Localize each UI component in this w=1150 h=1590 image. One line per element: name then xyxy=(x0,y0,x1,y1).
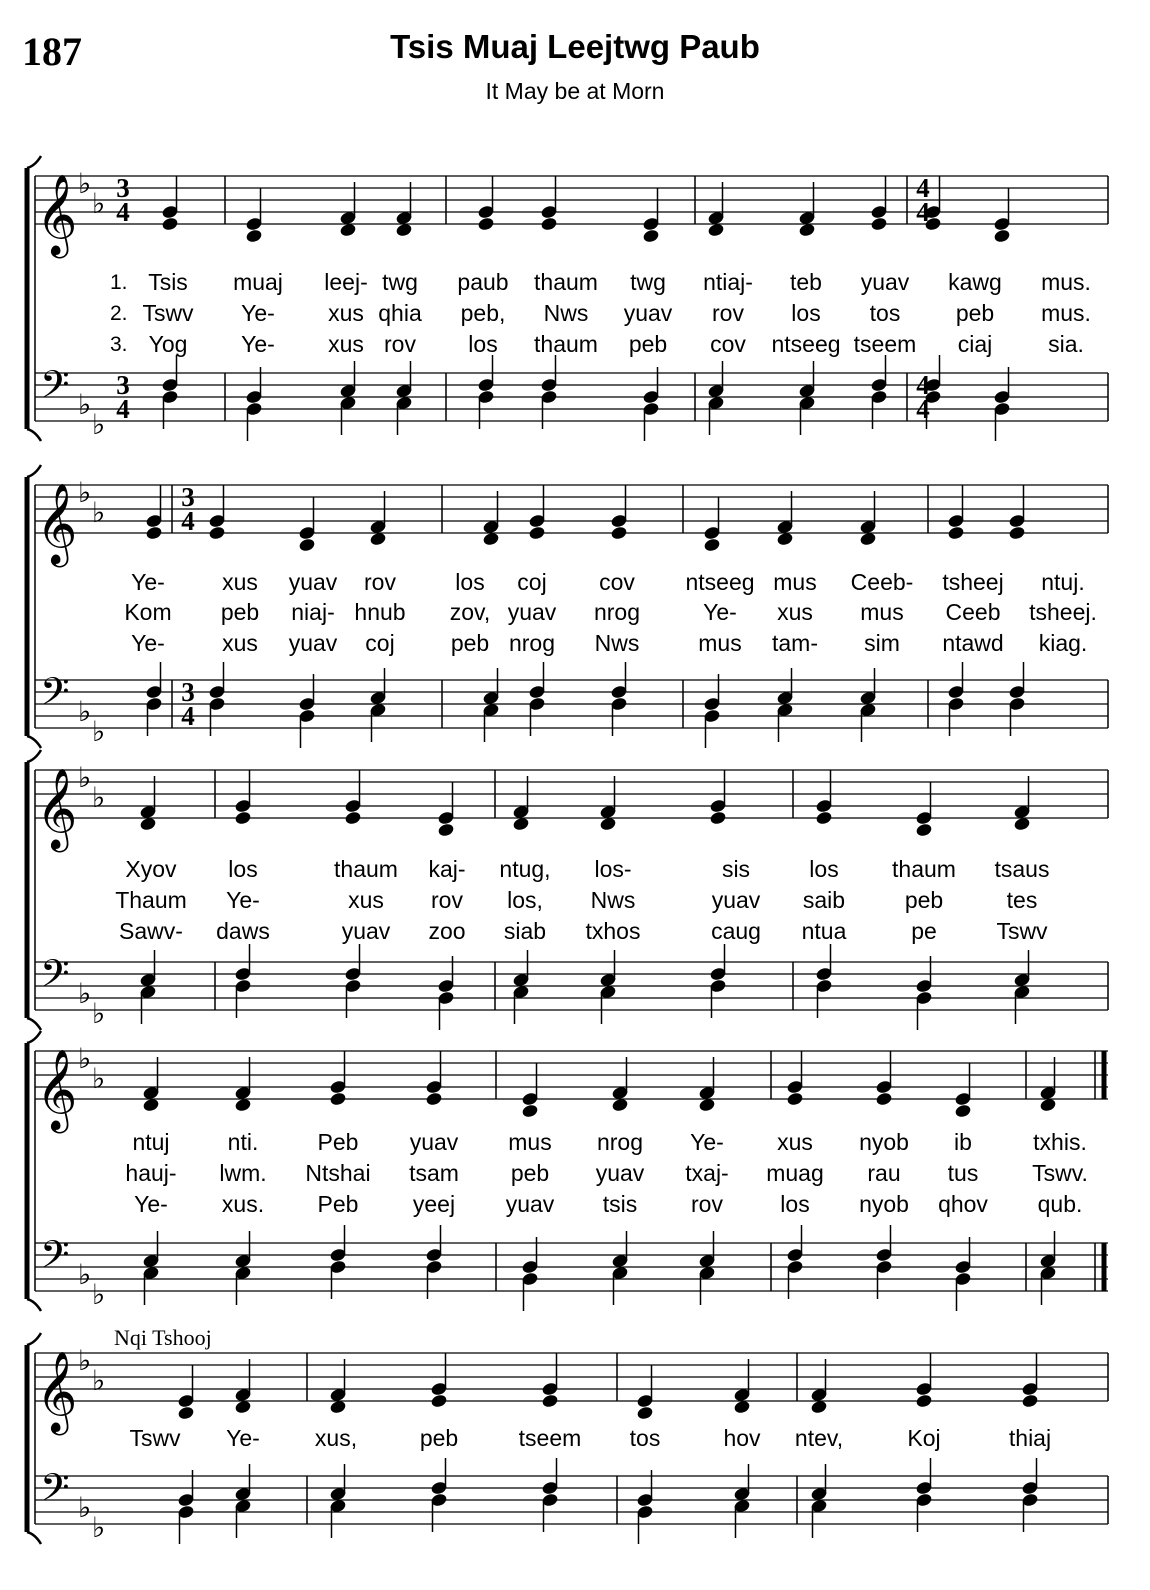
lyric-syllable: Ye- xyxy=(690,1129,724,1155)
lyric-syllable: Sawv- xyxy=(119,918,183,944)
lyric-syllable: pe xyxy=(911,918,937,944)
lyric-syllable: ntuj xyxy=(132,1129,170,1155)
lyric-syllable: Yog xyxy=(148,331,188,357)
lyric-syllable: peb xyxy=(419,1425,459,1451)
lyric-syllable: yuav xyxy=(341,918,391,944)
lyric-syllable: los xyxy=(791,300,821,326)
lyric-syllable: tseem xyxy=(853,331,917,357)
lyric-syllable: yuav xyxy=(623,300,673,326)
bass-clef-icon: 𝄢 xyxy=(40,951,70,1005)
lyric-syllable: tam- xyxy=(772,630,818,656)
lyric-syllable: peb xyxy=(955,300,995,326)
lyric-syllable: ntiaj- xyxy=(703,269,753,295)
flat-icon: ♭ xyxy=(92,1062,106,1095)
lyric-syllable: hov xyxy=(723,1425,761,1451)
lyric-syllable: teb xyxy=(790,269,822,295)
lyric-syllable: lwm. xyxy=(219,1160,267,1186)
lyric-syllable: peb xyxy=(220,599,260,625)
treble-note-head xyxy=(145,525,163,540)
treble-note-head xyxy=(425,1091,443,1106)
lyric-syllable: los xyxy=(455,569,485,595)
flat-icon: ♭ xyxy=(92,496,106,529)
lyric-syllable: yuav xyxy=(409,1129,459,1155)
lyric-syllable: los xyxy=(809,856,839,882)
lyric-syllable: tsheej xyxy=(942,569,1004,595)
lyric-syllable: thaum xyxy=(534,331,598,357)
treble-note-head xyxy=(915,822,933,837)
bracket-top-hook xyxy=(27,465,41,477)
lyric-syllable: cov xyxy=(710,331,746,357)
lyric-syllable: Ye- xyxy=(131,630,165,656)
flat-icon: ♭ xyxy=(92,997,106,1030)
lyric-syllable: ntev, xyxy=(794,1425,844,1451)
time-signature-bottom: 4 xyxy=(916,197,930,227)
lyric-syllable: niaj- xyxy=(291,599,335,625)
time-signature-bottom: 4 xyxy=(116,394,130,424)
lyric-syllable: twg xyxy=(382,269,418,295)
treble-note-head xyxy=(1021,1393,1039,1408)
lyric-syllable: tos xyxy=(629,1425,661,1451)
lyric-syllable: xus, xyxy=(314,1425,358,1451)
time-signature-top: 3 xyxy=(181,677,195,707)
treble-note-head xyxy=(875,1091,893,1106)
flat-icon: ♭ xyxy=(78,695,92,728)
treble-note-head xyxy=(430,1393,448,1408)
lyric-syllable: qhia xyxy=(378,300,422,326)
flat-icon: ♭ xyxy=(92,1511,106,1544)
treble-note-head xyxy=(610,525,628,540)
lyric-syllable: yuav xyxy=(288,630,338,656)
lyric-syllable: Xyov xyxy=(125,856,177,882)
lyric-syllable: nrog xyxy=(593,599,641,625)
treble-clef-icon: 𝄞 xyxy=(36,1350,78,1432)
lyric-syllable: yuav xyxy=(288,569,338,595)
lyric-syllable: muag xyxy=(766,1160,824,1186)
lyric-syllable: xus xyxy=(222,569,258,595)
flat-icon: ♭ xyxy=(78,167,92,200)
treble-clef-icon: 𝄞 xyxy=(36,1048,78,1130)
lyric-syllable: sim xyxy=(864,630,900,656)
lyric-syllable: Peb xyxy=(317,1129,359,1155)
lyric-syllable: Nws xyxy=(590,887,636,913)
treble-note-head xyxy=(709,810,727,825)
lyric-syllable: Nws xyxy=(594,630,640,656)
lyric-syllable: Ceeb- xyxy=(850,569,914,595)
hymn-number: 187 xyxy=(22,29,82,74)
flat-icon: ♭ xyxy=(78,761,92,794)
tempo-marking: Nqi Tshooj xyxy=(114,1325,212,1350)
treble-note-head xyxy=(161,216,179,231)
lyric-syllable: xus xyxy=(328,331,364,357)
lyric-syllable: mus xyxy=(508,1129,552,1155)
hymn-subtitle: It May be at Morn xyxy=(485,78,665,104)
flat-icon: ♭ xyxy=(78,1042,92,1075)
lyric-syllable: txhis. xyxy=(1033,1129,1087,1155)
lyric-syllable: tus xyxy=(947,1160,979,1186)
lyric-syllable: xus xyxy=(328,300,364,326)
lyric-syllable: sia. xyxy=(1048,331,1084,357)
system xyxy=(27,750,1108,1030)
lyric-syllable: peb xyxy=(904,887,944,913)
treble-note-head xyxy=(815,810,833,825)
bass-clef-icon: 𝄢 xyxy=(40,362,70,416)
lyric-syllable: Ceeb xyxy=(945,599,1001,625)
lyric-syllable: leej- xyxy=(324,269,368,295)
flat-icon: ♭ xyxy=(92,1364,106,1397)
lyric-syllable: thaum xyxy=(334,856,398,882)
lyric-syllable: zoo xyxy=(428,918,466,944)
hymn-title: Tsis Muaj Leejtwg Paub xyxy=(390,28,760,65)
lyric-syllable: peb, xyxy=(460,300,506,326)
time-signature-bottom: 4 xyxy=(916,394,930,424)
treble-clef-icon: 𝄞 xyxy=(36,767,78,849)
bracket-top-hook xyxy=(27,1333,41,1345)
treble-note-head xyxy=(437,822,455,837)
time-signature-top: 3 xyxy=(116,370,130,400)
lyric-syllable: los, xyxy=(507,887,543,913)
treble-note-head xyxy=(344,810,362,825)
lyric-syllable: kiag. xyxy=(1038,630,1088,656)
treble-clef-icon: 𝄞 xyxy=(36,173,78,255)
lyric-syllable: tseem xyxy=(518,1425,582,1451)
lyric-syllable: rov xyxy=(364,569,396,595)
lyric-syllable: ntug, xyxy=(499,856,551,882)
lyric-syllable: yuav xyxy=(507,599,557,625)
lyric-syllable: sis xyxy=(721,856,751,882)
treble-note-head xyxy=(636,1405,654,1420)
flat-icon: ♭ xyxy=(78,1344,92,1377)
lyric-syllable: ntseeg xyxy=(771,331,841,357)
flat-icon: ♭ xyxy=(78,476,92,509)
lyric-syllable: saib xyxy=(802,887,846,913)
lyric-syllable: Nws xyxy=(543,300,589,326)
verse-number: 3. xyxy=(110,333,128,356)
lyric-syllable: Koj xyxy=(907,1425,941,1451)
treble-note-head xyxy=(540,216,558,231)
lyric-syllable: yuav xyxy=(711,887,761,913)
flat-icon: ♭ xyxy=(78,977,92,1010)
lyric-syllable: los xyxy=(228,856,258,882)
flat-icon: ♭ xyxy=(92,408,106,441)
lyric-syllable: paub xyxy=(457,269,509,295)
lyric-syllable: Ye- xyxy=(134,1191,168,1217)
flat-icon: ♭ xyxy=(92,187,106,220)
lyric-syllable: tsis xyxy=(602,1191,638,1217)
treble-note-head xyxy=(521,1103,539,1118)
bracket-bottom-hook xyxy=(27,1532,41,1544)
lyric-syllable: ntua xyxy=(801,918,847,944)
lyric-syllable: caug xyxy=(711,918,761,944)
lyric-syllable: zov, xyxy=(449,599,491,625)
treble-note-head xyxy=(786,1091,804,1106)
time-signature-top: 3 xyxy=(181,482,195,512)
treble-clef-icon: 𝄞 xyxy=(36,482,78,564)
lyric-syllable: xus xyxy=(777,599,813,625)
bracket-top-hook xyxy=(27,156,41,168)
lyric-syllable: ntseeg xyxy=(685,569,755,595)
lyric-syllable: Kom xyxy=(124,599,172,625)
system xyxy=(27,156,1108,441)
lyric-syllable: rov xyxy=(691,1191,723,1217)
lyric-syllable: peb xyxy=(628,331,668,357)
lyric-syllable: txhos xyxy=(585,918,641,944)
treble-note-head xyxy=(477,216,495,231)
lyric-syllable: Tswv xyxy=(996,918,1048,944)
lyric-syllable: rov xyxy=(431,887,463,913)
lyric-syllable: nyob xyxy=(859,1191,909,1217)
bracket-bottom-hook xyxy=(27,736,41,748)
time-signature-bottom: 4 xyxy=(181,506,195,536)
lyric-syllable: los- xyxy=(594,856,632,882)
lyric-syllable: tos xyxy=(869,300,901,326)
treble-note-head xyxy=(541,1393,559,1408)
lyric-syllable: ib xyxy=(954,1129,972,1155)
lyric-syllable: yeej xyxy=(412,1191,456,1217)
system xyxy=(27,1031,1108,1311)
lyric-syllable: Peb xyxy=(317,1191,359,1217)
verse-number: 1. xyxy=(110,271,128,294)
verse-number: 2. xyxy=(110,302,128,325)
lyric-syllable: kawg xyxy=(948,269,1002,295)
lyric-syllable: peb xyxy=(510,1160,550,1186)
lyric-syllable: thiaj xyxy=(1008,1425,1052,1451)
lyric-syllable: xus. xyxy=(221,1191,265,1217)
lyric-syllable: mus. xyxy=(1041,269,1091,295)
lyric-syllable: nti. xyxy=(227,1129,259,1155)
treble-note-head xyxy=(177,1405,195,1420)
lyric-syllable: mus xyxy=(698,630,742,656)
lyric-syllable: tsaus xyxy=(994,856,1050,882)
lyric-syllable: nrog xyxy=(596,1129,644,1155)
treble-note-head xyxy=(954,1103,972,1118)
lyric-syllable: cov xyxy=(599,569,635,595)
lyric-syllable: tsam xyxy=(409,1160,459,1186)
bracket-bottom-hook xyxy=(27,429,41,441)
lyric-syllable: tes xyxy=(1006,887,1038,913)
lyric-syllable: daws xyxy=(216,918,270,944)
lyric-syllable: rau xyxy=(867,1160,901,1186)
bracket-bottom-hook xyxy=(27,1299,41,1311)
lyric-syllable: thaum xyxy=(534,269,598,295)
lyric-syllable: Tswv xyxy=(142,300,194,326)
time-signature-top: 3 xyxy=(116,173,130,203)
lyric-syllable: Tswv xyxy=(129,1425,181,1451)
lyric-syllable: Thaum xyxy=(115,887,187,913)
flat-icon: ♭ xyxy=(92,1278,106,1311)
lyric-syllable: coj xyxy=(517,569,547,595)
flat-icon: ♭ xyxy=(78,1258,92,1291)
lyric-syllable: mus. xyxy=(1041,300,1091,326)
lyric-syllable: xus xyxy=(777,1129,813,1155)
lyric-syllable: ciaj xyxy=(957,331,993,357)
lyric-syllable: hnub xyxy=(354,599,406,625)
lyric-syllable: nyob xyxy=(859,1129,909,1155)
lyric-syllable: txaj- xyxy=(685,1160,729,1186)
treble-note-head xyxy=(245,228,263,243)
lyric-syllable: peb xyxy=(450,630,490,656)
lyric-syllable: tsheej. xyxy=(1029,599,1097,625)
lyric-syllable: qub. xyxy=(1037,1191,1083,1217)
treble-note-head xyxy=(642,228,660,243)
flat-icon: ♭ xyxy=(92,781,106,814)
time-signature-bottom: 4 xyxy=(181,701,195,731)
treble-note-head xyxy=(208,525,226,540)
lyric-syllable: los xyxy=(468,331,498,357)
lyric-syllable: Ye- xyxy=(241,300,275,326)
time-signature-top: 4 xyxy=(916,173,930,203)
flat-icon: ♭ xyxy=(78,1491,92,1524)
treble-note-head xyxy=(703,537,721,552)
lyric-syllable: nrog xyxy=(508,630,556,656)
lyric-syllable: twg xyxy=(630,269,666,295)
bracket-top-hook xyxy=(27,1031,41,1043)
lyric-syllable: los xyxy=(780,1191,810,1217)
lyric-syllable: kaj- xyxy=(428,856,466,882)
lyric-syllable: Tswv. xyxy=(1032,1160,1088,1186)
treble-note-head xyxy=(993,228,1011,243)
treble-note-head xyxy=(915,1393,933,1408)
lyric-syllable: Ntshai xyxy=(305,1160,371,1186)
treble-note-head xyxy=(528,525,546,540)
lyric-syllable: rov xyxy=(712,300,744,326)
lyric-syllable: muaj xyxy=(233,269,283,295)
lyric-syllable: Tsis xyxy=(148,269,188,295)
treble-note-head xyxy=(298,537,316,552)
treble-note-head xyxy=(947,525,965,540)
flat-icon: ♭ xyxy=(78,388,92,421)
lyric-syllable: mus xyxy=(860,599,904,625)
lyric-syllable: Ye- xyxy=(131,569,165,595)
time-signature-bottom: 4 xyxy=(116,197,130,227)
lyric-syllable: Ye- xyxy=(703,599,737,625)
lyric-syllable: coj xyxy=(365,630,395,656)
treble-note-head xyxy=(329,1091,347,1106)
treble-note-head xyxy=(870,216,888,231)
lyric-syllable: xus xyxy=(348,887,384,913)
lyric-syllable: hauj- xyxy=(125,1160,177,1186)
lyric-syllable: ntawd xyxy=(942,630,1004,656)
lyric-syllable: yuav xyxy=(860,269,910,295)
lyric-syllable: mus xyxy=(773,569,817,595)
treble-note-head xyxy=(1008,525,1026,540)
flat-icon: ♭ xyxy=(92,715,106,748)
lyric-syllable: Ye- xyxy=(226,1425,260,1451)
lyric-syllable: Ye- xyxy=(226,887,260,913)
lyric-syllable: qhov xyxy=(938,1191,988,1217)
lyric-syllable: xus xyxy=(222,630,258,656)
time-signature-top: 4 xyxy=(916,370,930,400)
bass-clef-icon: 𝄢 xyxy=(40,1465,70,1519)
bass-clef-icon: 𝄢 xyxy=(40,1232,70,1286)
bracket-top-hook xyxy=(27,750,41,762)
lyric-syllable: thaum xyxy=(892,856,956,882)
lyric-syllable: ntuj. xyxy=(1041,569,1085,595)
lyric-syllable: rov xyxy=(384,331,416,357)
lyric-syllable: yuav xyxy=(595,1160,645,1186)
lyric-syllable: yuav xyxy=(505,1191,555,1217)
lyric-syllable: siab xyxy=(503,918,547,944)
bracket-bottom-hook xyxy=(27,1018,41,1030)
lyric-syllable: Ye- xyxy=(241,331,275,357)
bass-clef-icon: 𝄢 xyxy=(40,669,70,723)
treble-note-head xyxy=(234,810,252,825)
